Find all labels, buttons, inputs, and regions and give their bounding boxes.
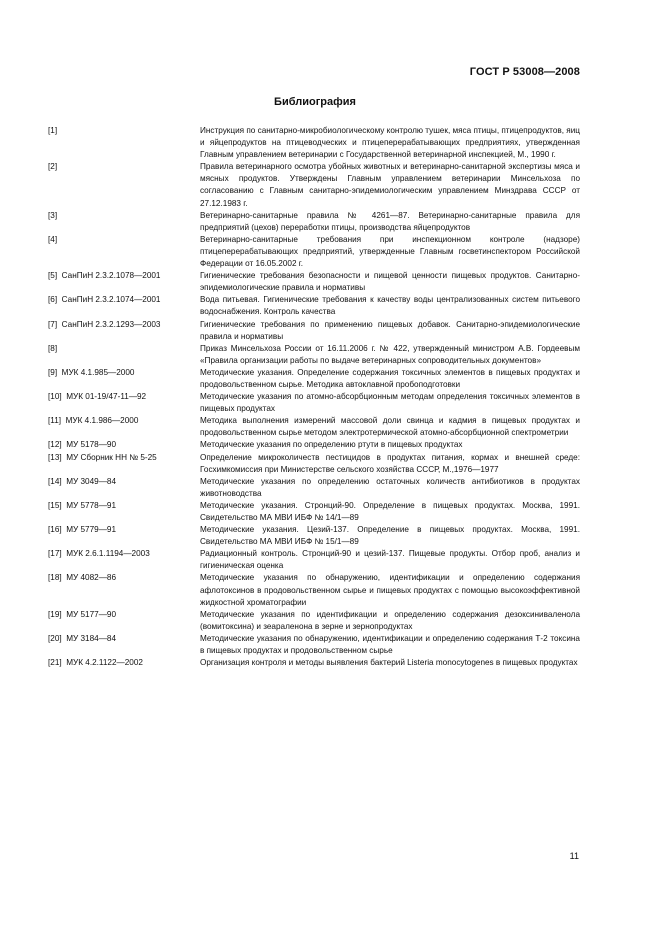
- entry-reference: [17] МУК 2.6.1.1194—2003: [48, 549, 150, 559]
- bibliography-entry: [48, 270, 580, 294]
- entry-reference: [8]: [48, 343, 58, 353]
- bibliography-entry: [48, 548, 580, 572]
- entry-reference: [13] МУ Сборник НН № 5-25: [48, 452, 157, 462]
- entry-description: Методические указания по определению ртути в пищевых продуктах: [200, 440, 463, 450]
- entry-description: Методические указания. Стронций-90. Определение в пищевых продуктах. Москва, 1991. Свидетельство МА МВИ ИБФ № 14/1—89: [200, 500, 580, 522]
- entry-description: Гигиенические требования безопасности и пищевой ценности пищевых продуктов. Санитарно-эпидемиологические правила и нормативы: [200, 271, 580, 293]
- entry-description: Методические указания по идентификации и определению содержания дезоксиниваленола (вомитоксина) и зеараленона в зерне и зернопродуктах: [200, 609, 580, 631]
- bibliography-entry: [48, 500, 580, 524]
- bibliography-entry: [48, 161, 580, 209]
- entry-reference: [2]: [48, 162, 58, 172]
- entry-description: Методические указания. Определение содержания токсичных элементов в пищевых продуктах и продовольственном сырье. Методика автоклавной пробоподготовки: [200, 367, 580, 389]
- entry-description: Вода питьевая. Гигиенические требования к качеству воды централизованных систем питьевого водоснабжения. Контроль качества: [200, 295, 580, 317]
- entry-description: Правила ветеринарного осмотра убойных животных и ветеринарно-санитарной экспертизы мяса и мясных продуктов. Утверждены Главным управлением ветеринарии Минсельхоза по согласованию с Главным санитарно-эпидемиологическим управлением Минздрава СССР от 27.12.1983 г.: [200, 162, 580, 208]
- entry-reference: [11] МУК 4.1.986—2000: [48, 416, 139, 426]
- bibliography-entry: [48, 343, 580, 367]
- entry-description: Методические указания по определению остаточных количеств антибиотиков в продуктах животноводства: [200, 476, 580, 498]
- entry-description: Радиационный контроль. Стронций-90 и цезий-137. Пищевые продукты. Отбор проб, анализ и гигиеническая оценка: [200, 549, 580, 571]
- entry-reference: [9] МУК 4.1.985—2000: [48, 367, 135, 377]
- entry-description: Ветеринарно-санитарные правила № 4261—87. Ветеринарно-санитарные правила для предприятий (цехов) переработки птицы, производства яйцепродуктов: [200, 210, 580, 232]
- bibliography-entry: [48, 391, 580, 415]
- entry-reference: [20] МУ 3184—84: [48, 633, 117, 643]
- entry-description: Методические указания. Цезий-137. Определение в пищевых продуктах. Москва, 1991. Свидетельство МА МВИ ИБФ № 15/1—89: [200, 525, 580, 547]
- entry-reference: [14] МУ 3049—84: [48, 476, 117, 486]
- entry-description: Гигиенические требования по применению пищевых добавок. Санитарно-эпидемиологические правила и нормативы: [200, 319, 580, 341]
- entry-description: Организация контроля и методы выявления бактерий Listeria monocytogenes в пищевых продуктах: [200, 658, 578, 668]
- bibliography-entry: [48, 572, 580, 608]
- bibliography-list: [48, 125, 580, 669]
- bibliography-entry: [48, 609, 580, 633]
- bibliography-entry: [48, 633, 580, 657]
- bibliography-entry: [48, 234, 580, 270]
- bibliography-entry: [48, 657, 580, 669]
- entry-reference: [6] СанПиН 2.3.2.1074—2001: [48, 295, 161, 305]
- entry-reference: [12] МУ 5178—90: [48, 440, 117, 450]
- entry-description: Методические указания по обнаружению, идентификации и определению содержания афлотоксинов в продовольственном сырье и пищевых продуктах с помощью высокоэффективной жидкостной хроматографии: [200, 573, 580, 607]
- entry-description: Методика выполнения измерений массовой доли свинца и кадмия в пищевых продуктах и продовольственном сырье методом электротермической атомно-абсорбционной спектрометрии: [200, 416, 580, 438]
- entry-reference: [7] СанПиН 2.3.2.1293—2003: [48, 319, 161, 329]
- bibliography-entry: [48, 524, 580, 548]
- bibliography-entry: [48, 319, 580, 343]
- entry-reference: [19] МУ 5177—90: [48, 609, 117, 619]
- entry-reference: [15] МУ 5778—91: [48, 500, 117, 510]
- entry-reference: [16] МУ 5779—91: [48, 525, 117, 535]
- entry-description: Методические указания по обнаружению, идентификации и определению содержания Т-2 токсина в пищевых продуктах и продовольственном сырье: [200, 633, 580, 656]
- entry-reference: [10] МУК 01-19/47-11—92: [48, 392, 147, 402]
- bibliography-entry: [48, 415, 580, 439]
- entry-description: Инструкция по санитарно-микробиологическому контролю тушек, мяса птицы, птицепродуктов, яиц и яйцепродуктов на птицеводческих и птицеперерабатывающих предприятиях, утвержденная Главным управлением ветеринарии с Государственной ветеринарной инспекцией, М., 1990 г.: [200, 126, 580, 160]
- entry-description: Определение микроколичеств пестицидов в продуктах питания, кормах и внешней среде: Госхимкомиссия при Министерстве сельского хозяйства СССР, М.,1976—1977: [200, 452, 580, 474]
- entry-reference: [18] МУ 4082—86: [48, 573, 117, 583]
- entry-reference: [4]: [48, 234, 58, 244]
- entry-description: Методические указания по атомно-абсорбционным методам определения токсичных элементов в пищевых продуктах: [200, 392, 580, 414]
- bibliography-entry: [48, 210, 580, 234]
- bibliography-entry: [48, 294, 580, 318]
- document-code: ГОСТ Р 53008—2008: [469, 66, 580, 78]
- entry-reference: [5] СанПиН 2.3.2.1078—2001: [48, 271, 161, 281]
- bibliography-entry: [48, 367, 580, 391]
- bibliography-entry: [48, 476, 580, 500]
- page-number: 11: [569, 851, 579, 861]
- entry-description: Приказ Минсельхоза России от 16.11.2006 г. № 422, утвержденный министром А.В. Гордеевым «Правила организации работы по выдаче ветеринарных сопроводительных документов»: [200, 343, 580, 365]
- entry-reference: [21] МУК 4.2.1122—2002: [48, 658, 143, 668]
- page-title: Библиография: [274, 96, 356, 108]
- entry-reference: [3]: [48, 210, 58, 220]
- entry-description: Ветеринарно-санитарные требования при инспекционном контроле (надзоре) птицеперерабатывающих предприятий, утвержденные Главным госветинспектором Российской Федерации от 16.05.2002 г.: [200, 234, 580, 269]
- bibliography-entry: [48, 452, 580, 476]
- bibliography-entry: [48, 125, 580, 161]
- entry-reference: [1]: [48, 126, 58, 135]
- bibliography-entry: [48, 439, 580, 451]
